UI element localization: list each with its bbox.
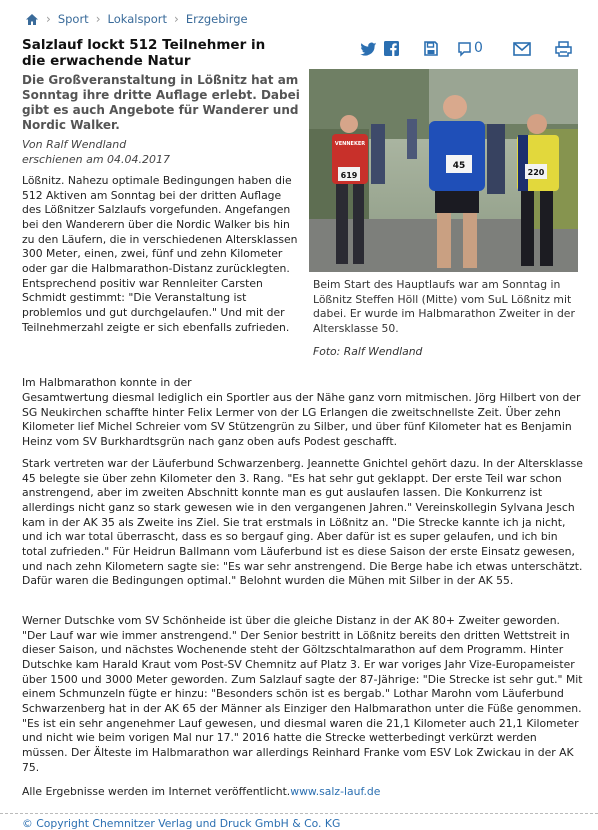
bib-left: 619 <box>340 171 358 180</box>
article-date: erschienen am 04.04.2017 <box>22 153 171 166</box>
results-link[interactable]: www.salz-lauf.de <box>290 785 381 798</box>
paragraph-1: Lößnitz. Nahezu optimale Bedingungen haben die 512 Aktiven am Sonntag bei der dritten Auflage des Lößnitzer Salzlaufs vorgefunden. Angefangen bei den Wanderern über die Nordic Walker bis hin zu den Läufern, die in verschiedenen Altersklassen 300 Meter, einen, zwei, fünf und zehn Kilometer oder gar die Halbmarathon-Distanz zurücklegten. Entsprechend positiv war Rennleiter Carsten Schmidt gestimmt: "Die Veranstaltung ist problemlos und gut durchgelaufen." Und mit der Teilnehmerzahl zeigte er sich ebenfalls zufrieden. <box>22 174 298 334</box>
paragraph-4: Werner Dutschke vom SV Schönheide ist über die gleiche Distanz in der AK 80+ Zweiter geworden. "Der Lauf war wie immer anstrengend." Der Senior bestritt in Lößnitz bereits den dritten Wettstreit in dieser Saison, und nächstes Wochenende steht der Göltzschtalmarathon auf dem Programm. Hinter Dutschke kam Harald Kraut vom Post-SV Chemnitz auf Platz 3. Er war voriges Jahr Vize-Europameister über 1500 und 3000 Meter geworden. Zum Salzlauf sagte der 87-Jährige: "Die Strecke ist sehr gut." Mit einem Schmunzeln fügte er hinzu: "Besonders schön ist es bergab." Lothar Marohn vom Läuferbund Schwarzenberg hat in der AK 65 der Männer als Einziger den Halbmarathon unter die Füße genommen. "Es ist ein sehr angenehmer Lauf gewesen, und diesmal waren die 21,1 Kilometer auch 21,1 Kilometer und nicht wie beim vorigen Mal nur 17." 2016 hatte die Strecke wetterbedingt verkürzt werden müssen. Der Älteste im Halbmarathon war allerdings Reinhard Franke vom ESV Lok Zwickau in der AK 75. <box>22 614 583 774</box>
breadcrumb-lokalsport[interactable]: Lokalsport <box>107 12 168 26</box>
article-lead: Die Großveranstaltung in Lößnitz hat am Sonntag ihre dritte Auflage erlebt. Dabei gibt es auch Angebote für Wanderer und Nordic Walker. <box>22 73 300 132</box>
results-text: Alle Ergebnisse werden im Internet veröffentlicht. <box>22 785 291 798</box>
breadcrumb-separator-icon: › <box>46 12 51 26</box>
bib-right: 220 <box>527 168 545 177</box>
article-photo[interactable] <box>309 69 578 272</box>
breadcrumb <box>25 10 248 28</box>
mail-icon[interactable] <box>513 40 531 58</box>
twitter-icon[interactable] <box>360 40 377 58</box>
breadcrumb-separator-icon: › <box>174 12 179 26</box>
paragraph-2b: Gesamtwertung diesmal lediglich ein Sportler aus der Nähe ganz vorn mitmischen. Jörg Hilbert von der SG Neukirchen schaffte hinter Felix Lermer von der LG Erlangen die zweitschnellste Zeit. Über zehn Kilometer lief Michel Schreier vom SV Stützengrün zu Silber, und über fünf Kilometer hat es Benjamin Heinz vom SV Burkhardtsgrün nach ganz oben aufs Podest geschafft. <box>22 391 581 448</box>
save-icon[interactable] <box>424 40 438 58</box>
print-icon[interactable] <box>555 40 572 58</box>
comment-icon <box>458 42 471 57</box>
breadcrumb-separator-icon: › <box>95 12 101 26</box>
photo-credit: Foto: Ralf Wendland <box>313 345 423 358</box>
article-author: Von Ralf Wendland <box>22 138 127 151</box>
bib-middle: 45 <box>452 161 466 171</box>
photo-caption: Beim Start des Hauptlaufs war am Sonntag in Lößnitz Steffen Höll (Mitte) vom SuL Lößnitz mit dabei. Er wurde im Halbmarathon Zweiter in der Altersklasse 50. <box>313 278 575 335</box>
facebook-icon[interactable] <box>384 40 399 58</box>
comments-button[interactable] <box>458 40 483 58</box>
breadcrumb-sport[interactable]: Sport <box>57 12 89 26</box>
home-icon[interactable] <box>25 13 39 26</box>
article-byline <box>22 137 170 167</box>
paragraph-2a: Im Halbmarathon konnte in der <box>22 376 192 389</box>
comment-count: 0 <box>474 40 483 56</box>
breadcrumb-erzgebirge[interactable]: Erzgebirge <box>185 12 248 26</box>
article-title: Salzlauf lockt 512 Teilnehmer in die erwachende Natur <box>22 37 266 69</box>
footer-divider <box>0 813 598 814</box>
copyright[interactable]: © Copyright Chemnitzer Verlag und Druck GmbH & Co. KG <box>22 817 341 830</box>
article-toolbar <box>360 40 578 58</box>
shirt-text: VENNEKER <box>334 141 366 147</box>
results-paragraph <box>22 785 584 800</box>
paragraph-3: Stark vertreten war der Läuferbund Schwarzenberg. Jeannette Gnichtel gehört dazu. In der Altersklasse 45 belegte sie über zehn Kilometer den 3. Rang. "Es hat sehr gut geklappt. Der erste Teil war schon anstrengend, aber im zweiten Abschnitt konnte man es gut auslaufen lassen. Die Konkurrenz ist allerdings nicht ganz so stark gewesen wie in den vergangenen Jahren." Vereinskollegin Sylvana Jesch kam in der AK 35 als Zweite ins Ziel. Sie trat erstmals in Lößnitz an. "Die Strecke kannte ich ja nicht, und ich war total überrascht, dass es so bergauf ging. Aber dafür ist es super gelaufen, und ich bin total zufrieden." Für Heidrun Ballmann vom Läuferbund ist es diese Saison der erste Einsatz gewesen, und nach zehn Kilometern sagte sie: "Es war sehr anstrengend. Die Berge habe ich etwas unterschätzt. Dafür waren die Bedingungen optimal." Belohnt wurden die Mühen mit Silber in der AK 55. <box>22 457 583 588</box>
